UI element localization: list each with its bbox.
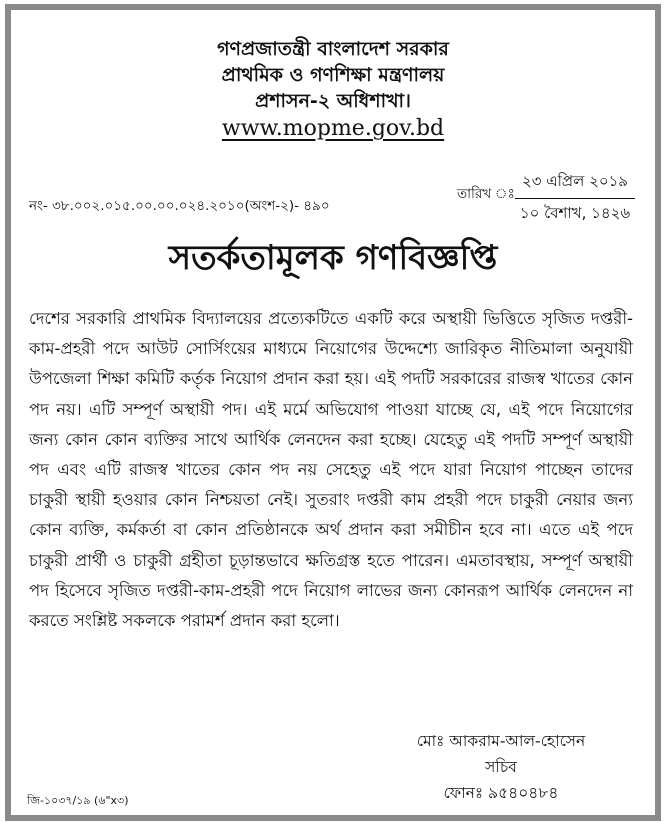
signatory-designation: সচিব: [485, 758, 517, 776]
date-label: তারিখ ঃ: [457, 186, 515, 202]
date-bangla: ১০ বৈশাখ, ১৪২৬: [519, 204, 631, 222]
government-name: গণপ্রজাতন্ত্রী বাংলাদেশ সরকার: [217, 38, 449, 60]
date-gregorian: ২৩ এপ্রিল ২০১৯: [515, 170, 635, 199]
body-paragraph: দেশের সরকারি প্রাথমিক বিদ্যালয়ের প্রত্যেকটিতে একটি করে অস্থায়ী ভিত্তিতে সৃজিত দপ্তরী-কাম-প্রহরী পদে আউট সোর্সিংয়ের মাধ্যমে নিয়োগের উদ্দেশ্যে জারিকৃত নীতিমালা অনুযায়ী উপজেলা শিক্ষা কমিটি কর্তৃক নিয়োগ প্রদান করা হয়। এই পদটি সরকারের রাজস্ব খাতের কোন পদ নয়। এটি সম্পূর্ণ অস্থায়ী পদ। এই মর্মে অভিযোগ পাওয়া যাচ্ছে যে, এই পদে নিয়োগের জন্য কোন কোন ব্যক্তির সাথে আর্থিক লেনদেন করা হচ্ছে। যেহেতু এই পদটি সম্পূর্ণ অস্থায়ী পদ এবং এটি রাজস্ব খাতের কোন পদ নয় সেহেতু এই পদে যারা নিয়োগ পাচ্ছেন তাদের চাকুরী স্থায়ী হওয়ার কোন নিশ্চয়তা নেই। সুতরাং দপ্তরী কাম প্রহরী পদে চাকুরী নেয়ার জন্য কোন ব্যক্তি, কর্মকর্তা বা কোন প্রতিষ্ঠানকে অর্থ প্রদান করা সমীচীন হবে না। এতে এই পদে চাকুরী প্রার্থী ও চাকুরী গ্রহীতা চূড়ান্তভাবে ক্ষতিগ্রস্ত হতে পারেন। এমতাবস্থায়, সম্পূর্ণ অস্থায়ী পদ হিসেবে সৃজিত দপ্তরী-কাম-প্রহরী পদে নিয়োগ লাভের জন্য কোনরূপ আর্থিক লেনদেন না করতে সংশ্লিষ্ট সকলকে পরামর্শ প্রদান করা হলো।: [29, 309, 633, 631]
branch-name: প্রশাসন-২ অধিশাখা।: [255, 90, 411, 112]
notice-title: সতর্কতামূলক গণবিজ্ঞপ্তি: [168, 238, 498, 278]
date-block: [515, 170, 635, 227]
header: [11, 36, 655, 142]
ministry-name: প্রাথমিক ও গণশিক্ষা মন্ত্রণালয়: [221, 64, 445, 86]
memo-number: নং- ৩৮.০০২.০১৫.০০.০০.০২৪.২০১০(অংশ-২)- ৪৯০: [29, 198, 330, 214]
notice-body: [29, 304, 633, 636]
signatory-name: মোঃ আকরাম-আল-হোসেন: [416, 732, 586, 750]
signature-block: [391, 728, 611, 806]
document-code: জি-১০৩৭/১৯ (৬"x৩): [27, 794, 129, 807]
website-link[interactable]: www.mopme.gov.bd: [221, 116, 445, 141]
notice-frame: [5, 4, 661, 821]
signatory-phone: ফোনঃ ৯৫৪০৪৮৪: [443, 784, 559, 802]
